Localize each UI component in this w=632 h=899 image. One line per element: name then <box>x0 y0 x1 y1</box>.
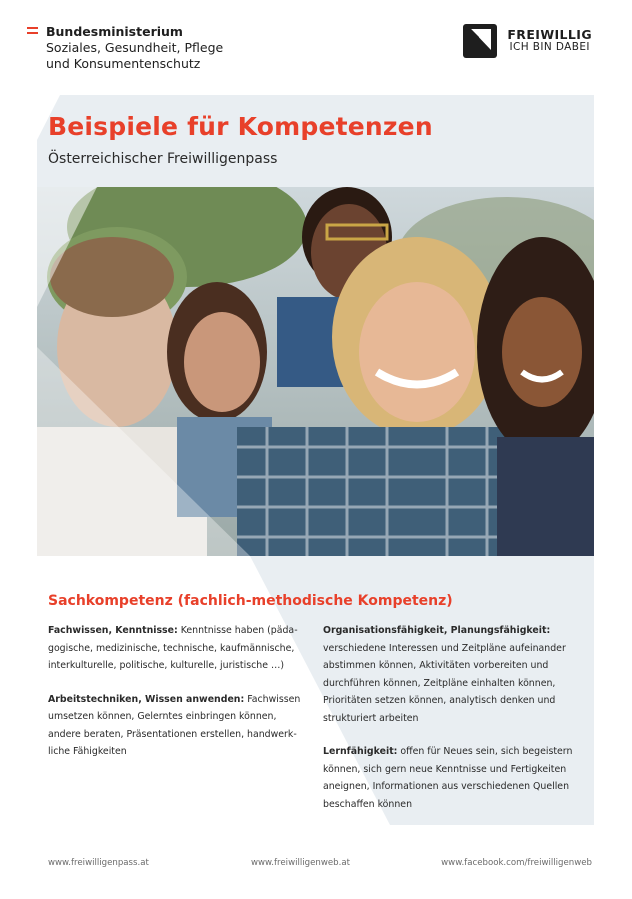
competence-text: Kenntnisse haben (pädagogische, medizinische, technische, kaufmännische, interkulturelle, politische, kulturelle, juristische …) <box>48 625 298 671</box>
ministry-line-1: Bundesministerium <box>46 24 183 39</box>
group-selfie-photo <box>37 187 594 556</box>
competence-paragraph <box>323 743 585 813</box>
brand-line-1: FREIWILLIG <box>507 27 592 42</box>
footer-link-freiwilligenpass[interactable]: www.freiwilligenpass.at <box>48 858 149 868</box>
freiwillig-logo-icon <box>463 24 497 58</box>
freiwillig-brand <box>463 24 592 58</box>
competence-text: offen für Neues sein, sich begeistern können, sich gern neue Kenntnisse und Fertigkeiten aneignen, Informationen aus verschiedenen Quellen beschaffen können <box>323 746 573 810</box>
competence-label: Organisationsfähigkeit, Planungsfähigkeit: <box>323 625 551 636</box>
ministry-line-2: Soziales, Gesundheit, Pflege <box>46 40 224 55</box>
competence-paragraph <box>48 691 310 761</box>
brand-line-2: ICH BIN DABEI <box>509 41 590 53</box>
ministry-line-3: und Konsumentenschutz <box>46 56 201 71</box>
footer-link-facebook[interactable]: www.facebook.com/freiwilligenweb <box>441 858 592 868</box>
austrian-flag-icon <box>27 27 38 34</box>
left-column <box>48 622 310 777</box>
competence-label: Arbeitstechniken, Wissen anwenden: <box>48 693 245 705</box>
competence-label: Fachwissen, Kenntnisse: <box>48 625 178 636</box>
ministry-logo <box>27 24 223 72</box>
competence-text: Fachwissen umsetzen können, Gelerntes einbringen können, andere beraten, Präsentationen erstellen, handwerkliche Fähigkeiten <box>48 693 301 757</box>
page-subtitle: Österreichischer Freiwilligenpass <box>48 151 278 167</box>
ministry-name <box>46 24 223 72</box>
right-column <box>323 622 585 829</box>
competence-label: Lernfähigkeit: <box>323 746 398 757</box>
section-title: Sachkompetenz (fachlich-methodische Kompetenz) <box>48 593 453 609</box>
page-title: Beispiele für Kompetenzen <box>48 112 433 141</box>
competence-paragraph <box>323 622 585 727</box>
footer-link-freiwilligenweb[interactable]: www.freiwilligenweb.at <box>251 858 350 868</box>
competence-paragraph <box>48 622 310 675</box>
competence-text: verschiedene Interessen und Zeitpläne aufeinander abstimmen können, Aktivitäten vorbereiten und durchführen können, Zeitpläne einhalten können, Prioritäten setzen können, analytisch denken und strukturiert arbeiten <box>323 642 566 724</box>
